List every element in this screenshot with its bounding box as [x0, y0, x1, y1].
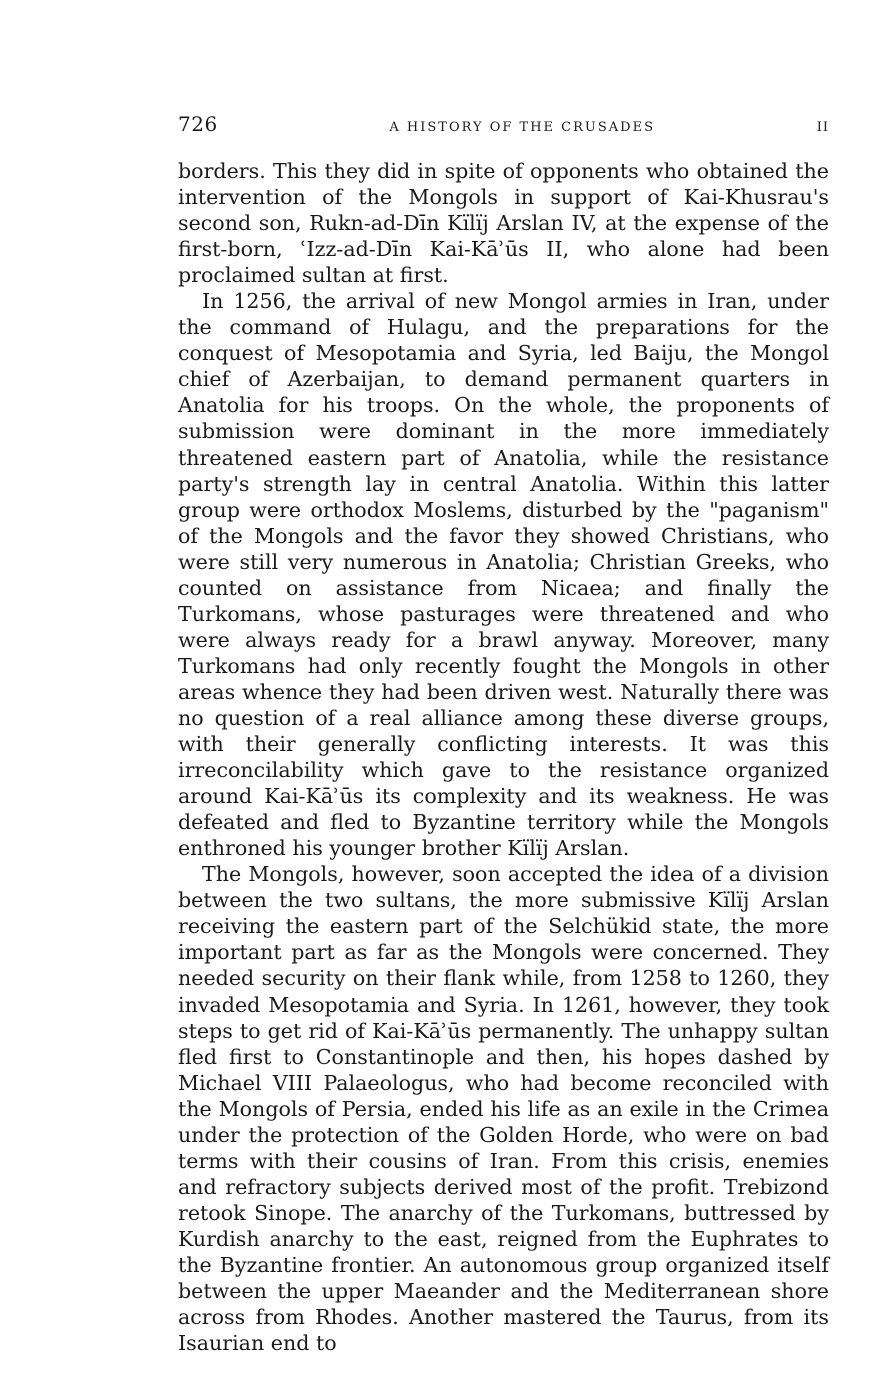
- page-header: [178, 112, 829, 142]
- paragraph: The Mongols, however, soon accepted the idea of a division between the two sultans, the more submissive Kïlïj Arslan receiving the eastern part of the Selchükid state, the more important part as far as the Mongols were concerned. They needed security on their flank while, from 1258 to 1260, they invaded Mesopotamia and Syria. In 1261, however, they took steps to get rid of Kai-Kāʾūs permanently. The unhappy sultan fled first to Constantinople and then, his hopes dashed by Michael VIII Palaeologus, who had become reconciled with the Mongols of Persia, ended his life as an exile in the Crimea under the protection of the Golden Horde, who were on bad terms with their cousins of Iran. From this crisis, enemies and refractory subjects derived most of the profit. Trebizond retook Sinope. The anarchy of the Turkomans, buttressed by Kurdish anarchy to the east, reigned from the Euphrates to the Byzantine frontier. An autonomous group organized itself between the upper Maeander and the Mediterranean shore across from Rhodes. Another mastered the Taurus, from its Isaurian end to: [178, 862, 829, 1356]
- volume-number: II: [816, 120, 829, 135]
- running-head: A HISTORY OF THE CRUSADES: [389, 120, 655, 135]
- paragraph: In 1256, the arrival of new Mongol armies in Iran, under the command of Hulagu, and the preparations for the conquest of Mesopotamia and Syria, led Baiju, the Mongol chief of Azerbaijan, to demand permanent quarters in Anatolia for his troops. On the whole, the proponents of submission were dominant in the more immediately threatened eastern part of Anatolia, while the resistance party's strength lay in central Anatolia. Within this latter group were orthodox Moslems, disturbed by the "paganism" of the Mongols and the favor they showed Christians, who were still very numerous in Anatolia; Christian Greeks, who counted on assistance from Nicaea; and finally the Turkomans, whose pasturages were threatened and who were always ready for a brawl anyway. Moreover, many Turkomans had only recently fought the Mongols in other areas whence they had been driven west. Naturally there was no question of a real alliance among these diverse groups, with their generally conflicting interests. It was this irreconcilability which gave to the resistance organized around Kai-Kāʾūs its complexity and its weakness. He was defeated and fled to Byzantine territory while the Mongols enthroned his younger brother Kïlïj Arslan.: [178, 289, 829, 861]
- book-page: [178, 112, 829, 1356]
- paragraph-continued: borders. This they did in spite of opponents who obtained the intervention of the Mongols in support of Kai-Khusrau's second son, Rukn-ad-Dīn Kïlïj Arslan IV, at the expense of the first-born, ʿIzz-ad-Dīn Kai-Kāʾūs II, who alone had been proclaimed sultan at first.: [178, 159, 829, 288]
- body-text: [178, 158, 829, 1356]
- page-number: 726: [178, 112, 218, 136]
